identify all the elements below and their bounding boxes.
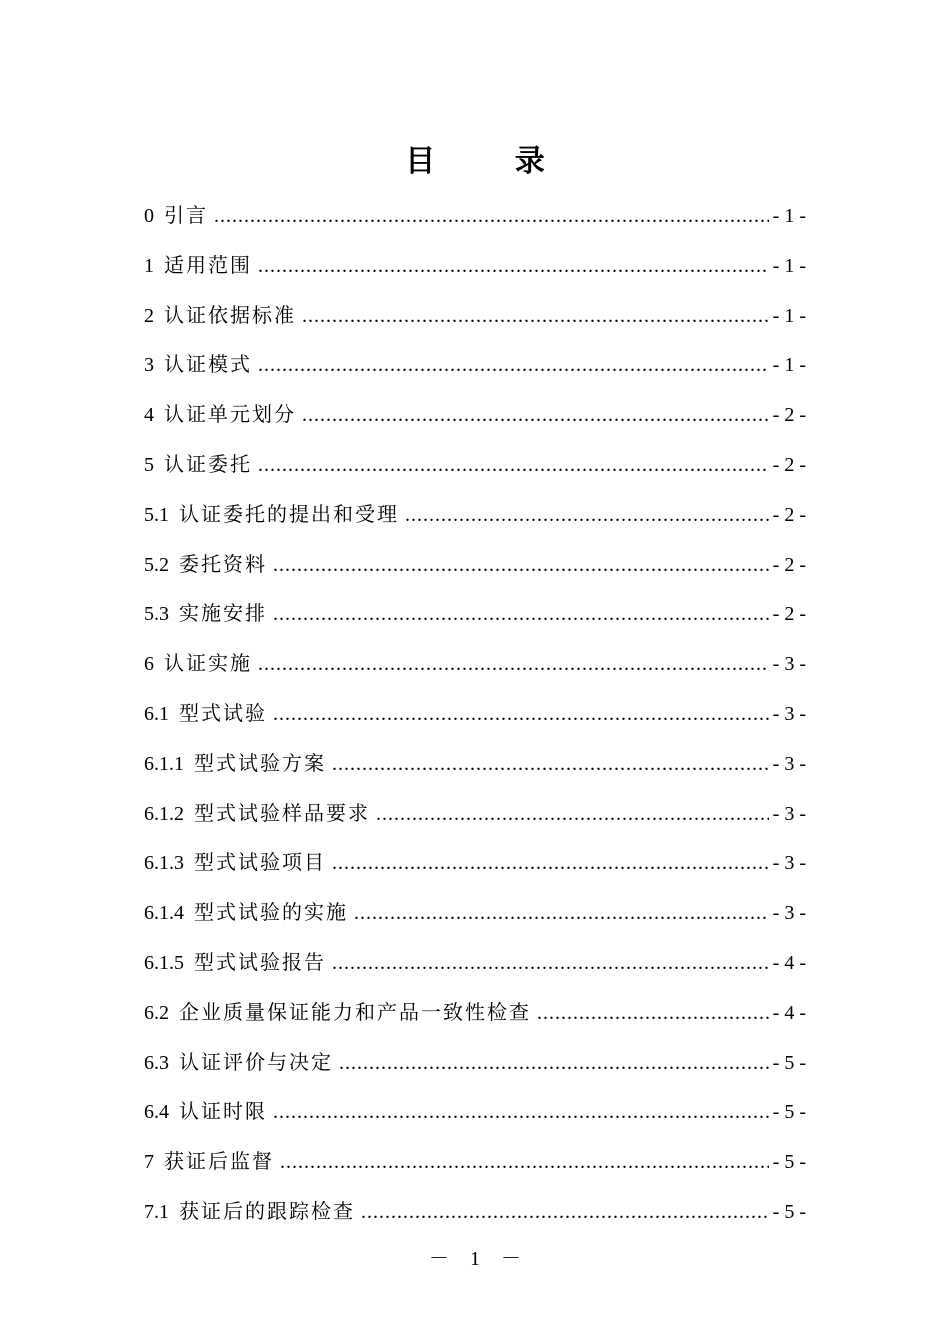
toc-entry[interactable] — [144, 839, 806, 889]
toc-entry-number: 6.1.2 — [144, 802, 184, 825]
toc-dot-leader — [273, 590, 769, 640]
toc-entry-page: - 3 - — [772, 752, 806, 775]
toc-entry-number: 1 — [144, 254, 154, 277]
toc-entry-label: 认证单元划分 — [164, 404, 296, 427]
toc-entry[interactable] — [144, 292, 806, 342]
toc-entry[interactable] — [144, 1138, 806, 1188]
toc-dot-leader — [258, 242, 769, 292]
toc-entry-number: 5.2 — [144, 553, 169, 576]
toc-entry-label: 型式试验方案 — [194, 752, 326, 775]
toc-dot-leader — [376, 790, 769, 840]
toc-entry-number: 6.1.5 — [144, 951, 184, 974]
toc-entry-label: 企业质量保证能力和产品一致性检查 — [179, 1001, 531, 1024]
toc-entry-number: 6.1.4 — [144, 902, 184, 925]
toc-entry-number: 5.1 — [144, 503, 169, 526]
toc-entry-page: - 5 - — [772, 1151, 806, 1174]
toc-entry-label: 获证后监督 — [164, 1151, 274, 1174]
toc-entry-page: - 2 - — [772, 453, 806, 476]
toc-entry-label: 委托资料 — [179, 553, 267, 576]
toc-entry[interactable] — [144, 590, 806, 640]
toc-entry-number: 7.1 — [144, 1200, 169, 1223]
toc-entry-number: 4 — [144, 404, 154, 427]
toc-entry-label: 型式试验报告 — [194, 951, 326, 974]
toc-entry-page: - 1 - — [772, 205, 806, 227]
toc-entry[interactable] — [144, 790, 806, 840]
toc-entry-number: 6.2 — [144, 1001, 169, 1024]
toc-entry-label: 获证后的跟踪检查 — [179, 1200, 355, 1223]
toc-dot-leader — [273, 1088, 769, 1138]
toc-entry[interactable] — [144, 889, 806, 939]
toc-entry-page: - 4 - — [772, 951, 806, 974]
toc-entry[interactable] — [144, 491, 806, 541]
toc-entry-number: 5.3 — [144, 603, 169, 626]
toc-entry[interactable] — [144, 1039, 806, 1089]
toc-entry[interactable] — [144, 441, 806, 491]
toc-entry-label: 认证时限 — [179, 1101, 267, 1124]
toc-dot-leader — [258, 640, 769, 690]
toc-entry-page: - 2 - — [772, 503, 806, 526]
toc-entry[interactable] — [144, 939, 806, 989]
toc-entry[interactable] — [144, 640, 806, 690]
toc-entry-number: 3 — [144, 354, 154, 377]
toc-entry-label: 型式试验的实施 — [194, 902, 348, 925]
toc-dot-leader — [273, 541, 769, 591]
toc-entry[interactable] — [144, 740, 806, 790]
toc-entry-label: 认证模式 — [164, 354, 252, 377]
toc-entry-label: 认证委托 — [164, 453, 252, 476]
toc-entry[interactable] — [144, 690, 806, 740]
toc-dot-leader — [258, 341, 769, 391]
toc-entry-page: - 3 - — [772, 852, 806, 875]
toc-entry-page: - 3 - — [772, 802, 806, 825]
toc-entry-page: - 4 - — [772, 1001, 806, 1024]
toc-entry-page: - 3 - — [772, 902, 806, 925]
toc-entry-label: 引言 — [164, 205, 208, 227]
toc-entry-page: - 5 - — [772, 1200, 806, 1223]
toc-entry-number: 6.3 — [144, 1051, 169, 1074]
toc-entry-page: - 5 - — [772, 1101, 806, 1124]
toc-dot-leader — [280, 1138, 769, 1188]
toc-entry-label: 型式试验样品要求 — [194, 802, 370, 825]
toc-dot-leader — [354, 889, 769, 939]
toc-dot-leader — [332, 839, 769, 889]
page-number: － 1 － — [429, 1248, 529, 1270]
toc-dot-leader — [405, 491, 769, 541]
toc-entry-label: 型式试验 — [179, 702, 267, 725]
toc-entry[interactable] — [144, 989, 806, 1039]
toc-entry-number: 6.1.3 — [144, 852, 184, 875]
toc-dot-leader — [273, 690, 769, 740]
toc-entry-label: 实施安排 — [179, 603, 267, 626]
toc-entry-number: 6.1.1 — [144, 752, 184, 775]
toc-dot-leader — [339, 1039, 769, 1089]
toc-dot-leader — [302, 292, 769, 342]
toc-dot-leader — [258, 441, 769, 491]
toc-entry-number: 6 — [144, 653, 154, 676]
toc-entry-page: - 3 - — [772, 702, 806, 725]
toc-dot-leader — [537, 989, 769, 1039]
toc-entry[interactable] — [144, 341, 806, 391]
toc-entry-number: 7 — [144, 1151, 154, 1174]
toc-dot-leader — [332, 939, 769, 989]
toc-entry-label: 认证实施 — [164, 653, 252, 676]
toc-entry-page: - 1 - — [772, 254, 806, 277]
toc-entry-label: 认证评价与决定 — [179, 1051, 333, 1074]
toc-entry-page: - 1 - — [772, 354, 806, 377]
toc-dot-leader — [302, 391, 769, 441]
toc-entry-number: 2 — [144, 304, 154, 327]
toc-entry-number: 6.1 — [144, 702, 169, 725]
toc-entry-label: 型式试验项目 — [194, 852, 326, 875]
toc-dot-leader — [214, 192, 769, 242]
toc-entry[interactable] — [144, 1188, 806, 1238]
toc-entry-page: - 5 - — [772, 1051, 806, 1074]
toc-entry-page: - 2 - — [772, 404, 806, 427]
toc-entry[interactable] — [144, 192, 806, 242]
toc-entry-page: - 1 - — [772, 304, 806, 327]
toc-entry-label: 认证依据标准 — [164, 304, 296, 327]
toc-dot-leader — [361, 1188, 769, 1238]
toc-entry-page: - 2 - — [772, 553, 806, 576]
toc-dot-leader — [332, 740, 769, 790]
toc-entry[interactable] — [144, 1088, 806, 1138]
toc-entry-label: 认证委托的提出和受理 — [179, 503, 399, 526]
toc-entry-page: - 3 - — [772, 653, 806, 676]
table-of-contents — [144, 192, 806, 1238]
toc-entry[interactable] — [144, 541, 806, 591]
toc-entry-label: 适用范围 — [164, 254, 252, 277]
toc-entry-number: 6.4 — [144, 1101, 169, 1124]
toc-entry-page: - 2 - — [772, 603, 806, 626]
toc-entry-number: 0 — [144, 205, 154, 227]
page-title: 目 录 — [405, 145, 581, 178]
toc-entry-number: 5 — [144, 453, 154, 476]
toc-entry[interactable] — [144, 391, 806, 441]
toc-entry[interactable] — [144, 242, 806, 292]
